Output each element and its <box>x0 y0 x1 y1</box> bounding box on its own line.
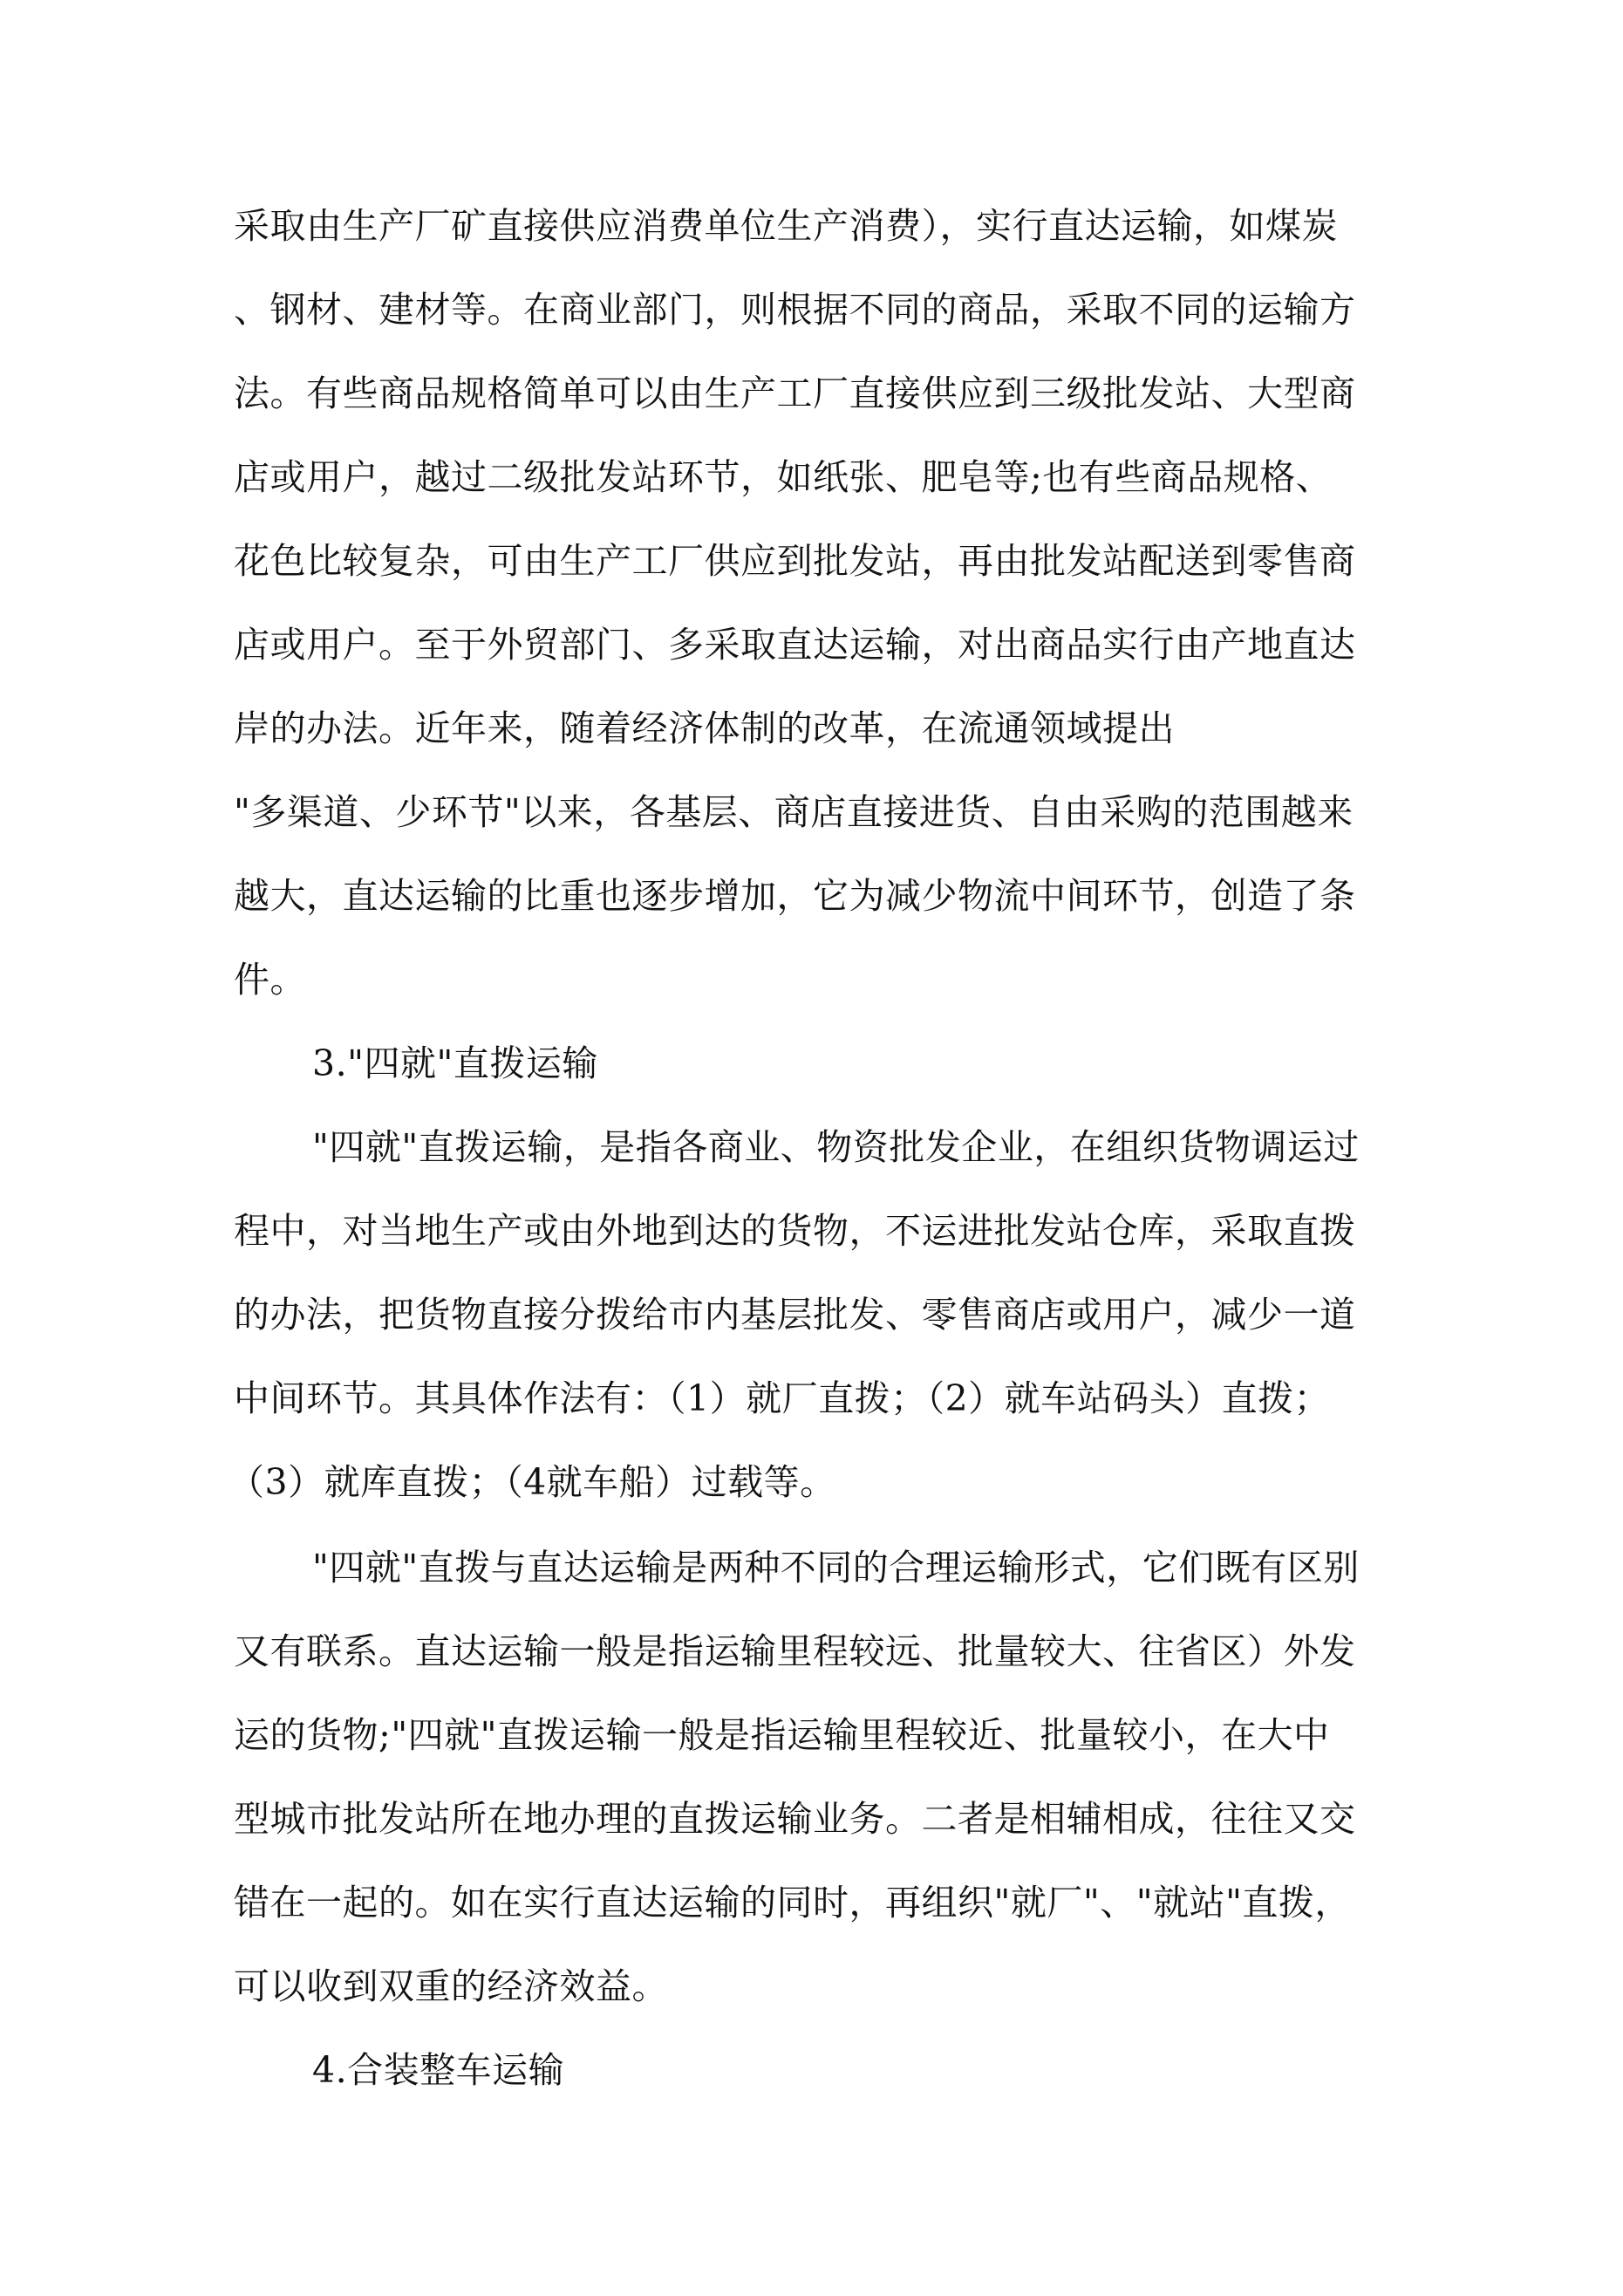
paragraph-line: 型城市批发站所在地办理的直拨运输业务。二者是相辅相成，往往又交 <box>234 1798 1356 1840</box>
section-heading-3: 3."四就"直拨运输 <box>312 1042 598 1084</box>
paragraph-line: （3）就库直拨；（4就车船）过载等。 <box>228 1461 836 1503</box>
paragraph-line: 采取由生产厂矿直接供应消费单位生产消费），实行直达运输，如煤炭 <box>234 205 1338 247</box>
paragraph-line: "四就"直拨与直达运输是两种不同的合理运输形式，它们既有区别 <box>312 1547 1360 1589</box>
paragraph-line: 店或用户，越过二级批发站环节，如纸张、肥皂等;也有些商品规格、 <box>234 456 1333 498</box>
paragraph-line: 可以收到双重的经济效益。 <box>234 1965 668 2007</box>
paragraph-line: 中间环节。其具体作法有：（1）就厂直拨；（2）就车站码头）直拨； <box>234 1377 1331 1419</box>
paragraph-line: 店或用户。至于外贸部门、多采取直达运输，对出商品实行由产地直达 <box>234 624 1356 666</box>
paragraph-line: 运的货物;"四就"直拨运输一般是指运输里程较近、批量较小，在大中 <box>234 1714 1330 1756</box>
paragraph-line: 、钢材、建材等。在商业部门，则根据不同的商品，采取不同的运输方 <box>234 289 1356 331</box>
paragraph-line: "多渠道、少环节"以来，各基层、商店直接进货、自由采购的范围越来 <box>234 791 1354 833</box>
paragraph-line: 又有联系。直达运输一般是指运输里程较远、批量较大、往省区）外发 <box>234 1630 1356 1672</box>
paragraph-line: 的办法，把货物直接分拨给市内基层批发、零售商店或用户，减少一道 <box>234 1294 1356 1336</box>
paragraph-line: 越大，直达运输的比重也逐步增加，它为减少物流中间环节，创造了条 <box>234 875 1356 917</box>
paragraph-line: 件。 <box>234 959 306 1001</box>
paragraph-line: 错在一起的。如在实行直达运输的同时，再组织"就厂"、"就站"直拨， <box>234 1882 1351 1924</box>
paragraph-line: "四就"直拨运输，是指各商业、物资批发企业，在组织货物调运过 <box>312 1126 1360 1168</box>
paragraph-line: 程中，对当地生产或由外地到达的货物，不运进批发站仓库，采取直拨 <box>234 1210 1356 1252</box>
section-heading-4: 4.合装整车运输 <box>312 2049 565 2091</box>
paragraph-line: 法。有些商品规格简单可以由生产工厂直接供应到三级批发站、大型商 <box>234 372 1356 414</box>
paragraph-line: 岸的办法。近年来，随着经济体制的改革，在流通领域提出 <box>234 707 1175 749</box>
paragraph-line: 花色比较复杂，可由生产工厂供应到批发站，再由批发站配送到零售商 <box>234 540 1356 582</box>
